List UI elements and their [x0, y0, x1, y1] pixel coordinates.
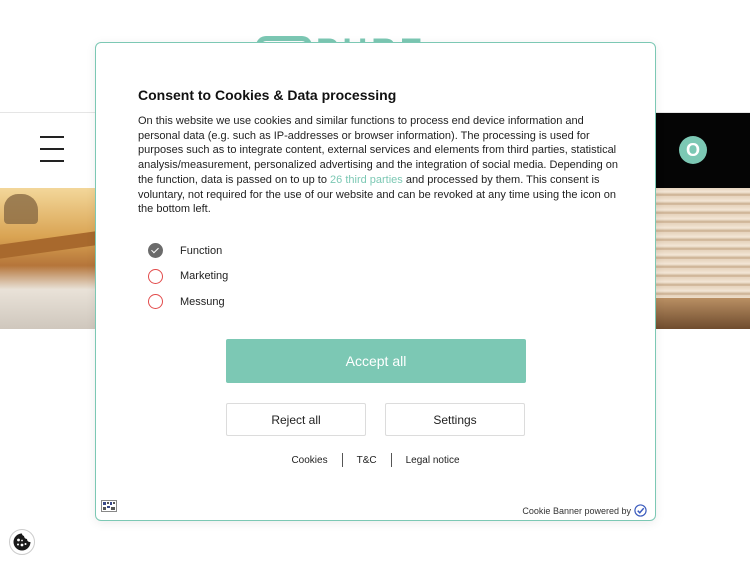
powered-by[interactable] [522, 504, 647, 517]
hero-image-right [655, 188, 750, 329]
consent-options [148, 238, 228, 315]
powered-by-text: Cookie Banner powered by [522, 505, 631, 516]
dialog-title: Consent to Cookies & Data processing [138, 87, 397, 103]
link-separator [342, 453, 343, 467]
option-label: Messung [180, 295, 225, 308]
legal-notice-link[interactable]: Legal notice [405, 454, 460, 466]
avatar[interactable]: O [679, 136, 707, 164]
accept-all-button[interactable]: Accept all [226, 339, 526, 383]
cookie-icon [12, 532, 32, 552]
qr-code-icon[interactable] [101, 500, 117, 512]
option-marketing[interactable] [148, 264, 228, 290]
option-messung[interactable] [148, 289, 228, 315]
reject-all-button[interactable]: Reject all [226, 403, 366, 436]
hamburger-menu-icon[interactable] [40, 136, 64, 162]
description-text-1: On this website we use cookies and similar functions to process end device information and personal data (e.g. such as IP-addresses or browser information). The processing is used for purposes such as to integrate content, external services and elements from third parties, statistical analysis/measurement, personalized advertising and the integration of social media. Depending on the function, data is passed on to up to [138, 115, 619, 186]
footer-links [96, 453, 655, 467]
marketing-radio[interactable] [148, 269, 163, 284]
dialog-description [138, 114, 618, 217]
description-text-2: and processed by them. This consent is voluntary, not required for the use of our website and can be revoked at any time using the icon on the bottom left. [138, 173, 616, 216]
terms-link[interactable]: T&C [356, 454, 377, 466]
link-separator [391, 453, 392, 467]
checkmark-shield-icon [634, 504, 647, 517]
option-function[interactable] [148, 238, 228, 264]
third-parties-link[interactable]: 26 third parties [330, 173, 403, 186]
option-label: Marketing [180, 270, 229, 283]
messung-radio[interactable] [148, 294, 163, 309]
cookies-link[interactable]: Cookies [291, 454, 328, 466]
cookie-settings-button[interactable] [9, 529, 35, 555]
hero-image-left [0, 188, 95, 329]
function-checked-radio[interactable] [148, 243, 163, 258]
cookie-consent-dialog [95, 42, 656, 521]
settings-button[interactable]: Settings [385, 403, 525, 436]
option-label: Function [180, 244, 223, 257]
